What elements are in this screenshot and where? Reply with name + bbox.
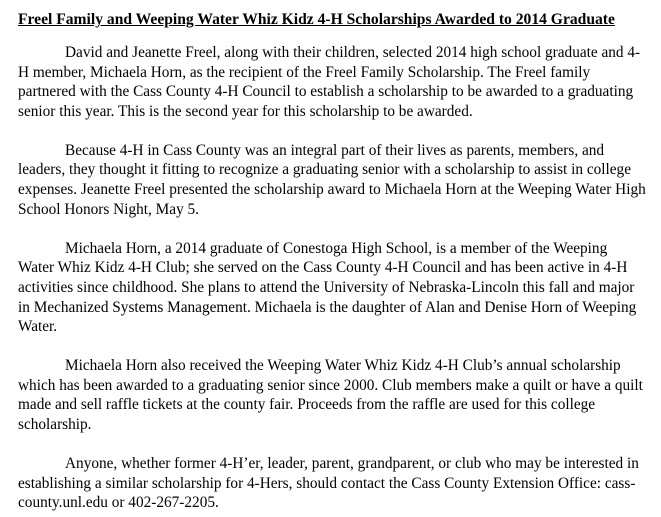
paragraph-5: Anyone, whether former 4-H’er, leader, parent, grandparent, or club who may be interested in establishing a similar scholarship for 4-Hers, should contact the Cass County Extension Office: cass-county.unl.edu or 402-267-2205.	[18, 455, 639, 512]
paragraph-3: Michaela Horn, a 2014 graduate of Conestoga High School, is a member of the Weeping Water Whiz Kidz 4-H Club; she served on the Cass County 4-H Council and has been active in 4-H activities since childhood. She plans to attend the University of Nebraska-Lincoln this fall and major in Mechanized Systems Management. Michaela is the daughter of Alan and Denise Horn of Weeping Water.	[18, 239, 637, 336]
paragraph-2: Because 4-H in Cass County was an integral part of their lives as parents, members, and leaders, they thought it fitting to recognize a graduating senior with a scholarship to assist in college expenses. Jeanette Freel presented the scholarship award to Michaela Horn at the Weeping Water High School Honors Night, May 5.	[18, 141, 646, 218]
document-title: Freel Family and Weeping Water Whiz Kidz 4-H Scholarships Awarded to 2014 Graduate	[18, 11, 615, 28]
paragraph-1: David and Jeanette Freel, along with their children, selected 2014 high school graduate and 4-H member, Michaela Horn, as the recipient of the Freel Family Scholarship. The Freel family partnered with the Cass County 4-H Council to establish a scholarship to be awarded to a graduating senior this year. This is the second year for this scholarship to be awarded.	[18, 44, 641, 120]
paragraph-4: Michaela Horn also received the Weeping Water Whiz Kidz 4-H Club’s annual scholarship which has been awarded to a graduating senior since 2000. Club members make a quilt or have a quilt made and sell raffle tickets at the county fair. Proceeds from the raffle are used for this college scholarship.	[18, 357, 643, 433]
